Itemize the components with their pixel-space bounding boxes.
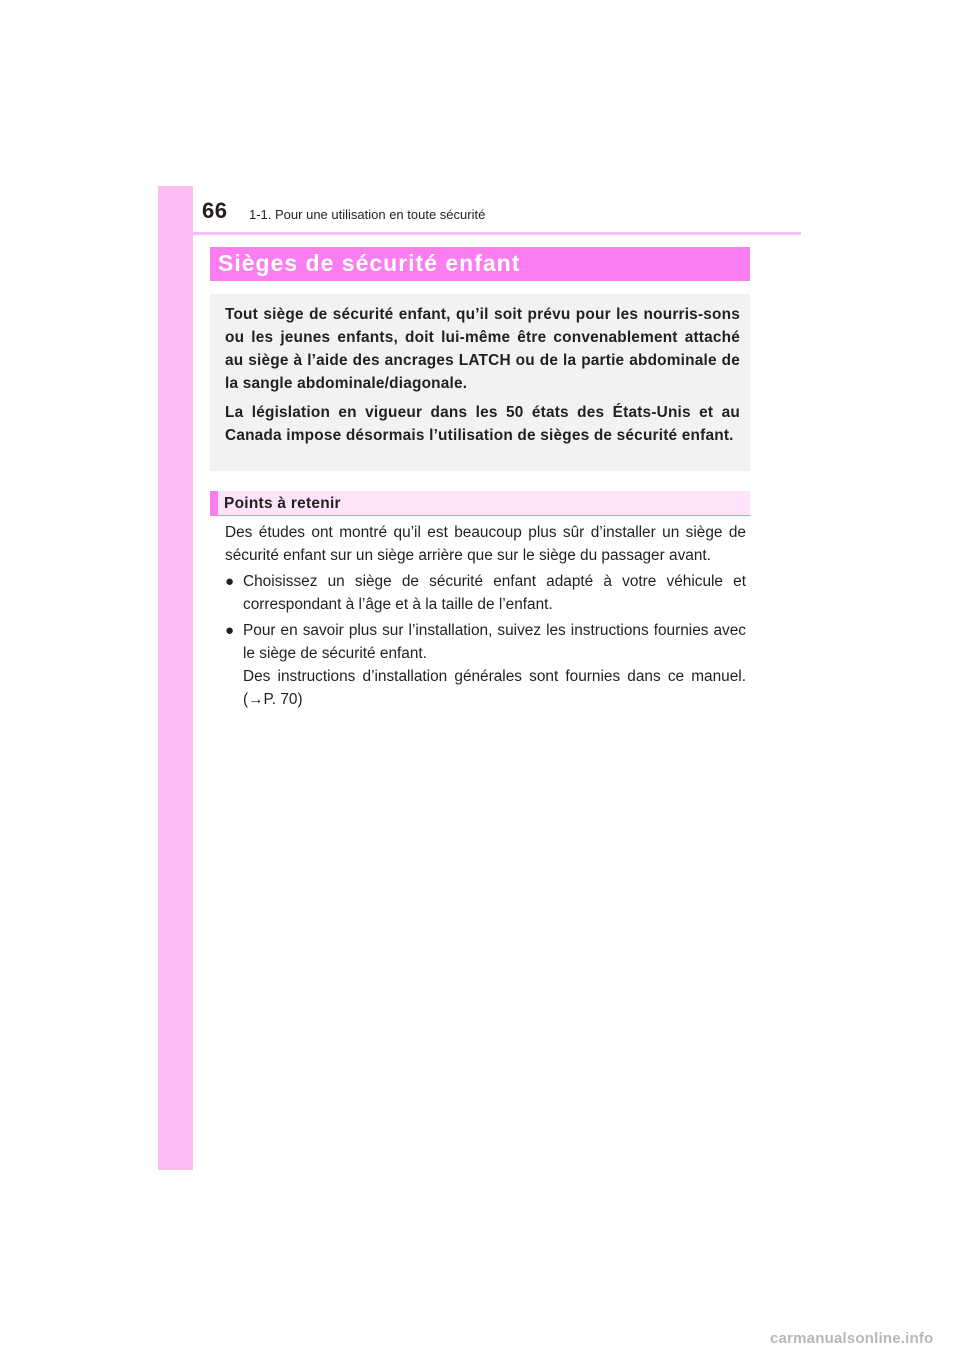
intro-box xyxy=(210,294,750,471)
bullet-item xyxy=(225,619,746,711)
points-body xyxy=(225,521,746,711)
bullet-item xyxy=(225,570,746,616)
points-lead-paragraph: Des études ont montré qu’il est beaucoup plus sûr d’installer un siège de sécurité enfant sur un siège arrière que sur le siège du passager avant. xyxy=(225,524,746,564)
header-rule xyxy=(158,232,801,235)
bullet-text: Pour en savoir plus sur l’installation, suivez les instructions fournies avec le siège de sécurité enfant. xyxy=(243,622,746,662)
bullet-dot-icon: ● xyxy=(225,573,235,590)
page-number: 66 xyxy=(202,198,228,223)
bullet-dot-icon: ● xyxy=(225,622,235,639)
section-title: Sièges de sécurité enfant xyxy=(218,250,521,276)
breadcrumb: 1-1. Pour une utilisation en toute sécurité xyxy=(249,207,486,222)
side-band xyxy=(158,186,193,1170)
bullet-text: Choisissez un siège de sécurité enfant adapté à votre véhicule et correspondant à l’âge et à la taille de l’enfant. xyxy=(243,573,746,613)
bullet-extra-text: Des instructions d’installation générales sont fournies dans ce manuel. (→P. 70) xyxy=(243,668,746,708)
points-heading: Points à retenir xyxy=(224,495,341,512)
intro-paragraph: La législation en vigueur dans les 50 états des États-Unis et au Canada impose désormais l’utilisation de sièges de sécurité enfant. xyxy=(225,404,740,444)
intro-paragraph: Tout siège de sécurité enfant, qu’il soit prévu pour les nourris-sons ou les jeunes enfants, doit lui-même être convenablement attaché au siège à l’aide des ancrages LATCH ou de la partie abdominale de la sangle abdominale/diagonale. xyxy=(225,306,740,392)
watermark: carmanualsonline.info xyxy=(770,1330,934,1347)
